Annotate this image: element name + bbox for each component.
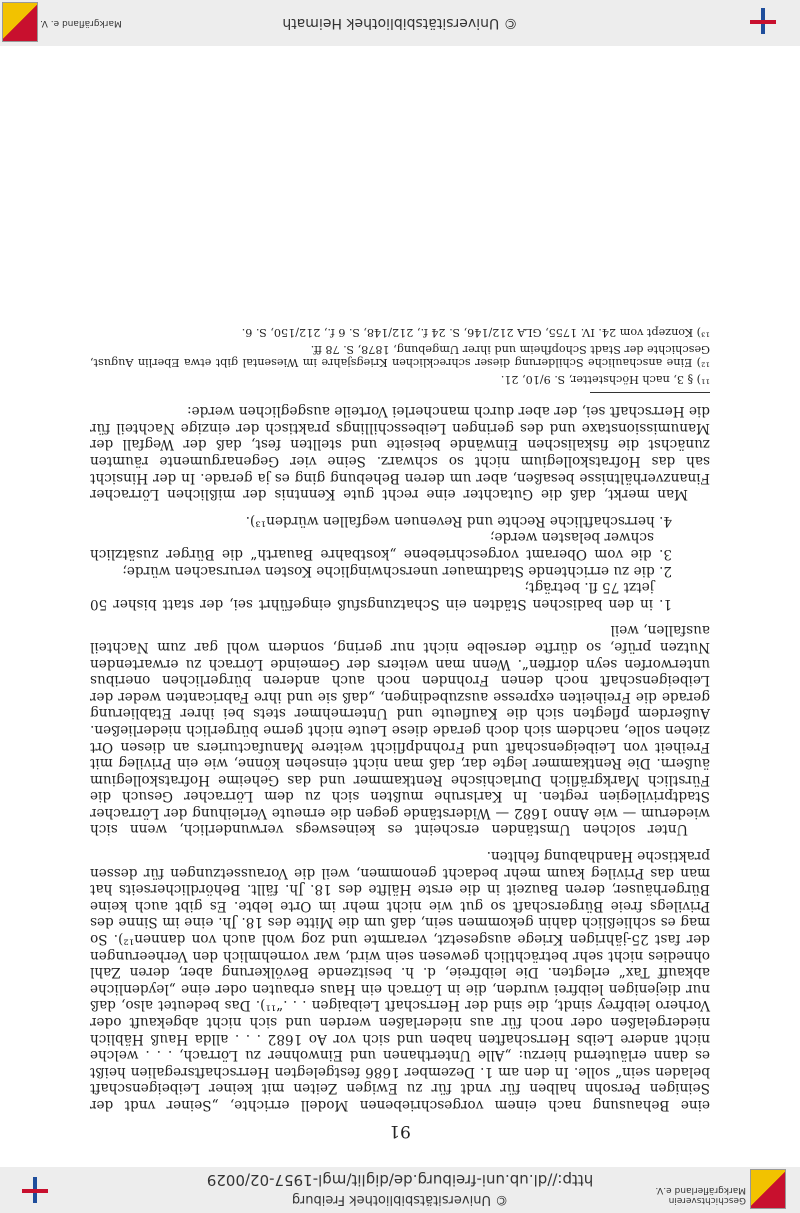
society-crest-icon [2,2,38,42]
header-bar [0,1167,800,1213]
footer-copyright: © Universitätsbibliothek Heimath [282,15,518,31]
list-item: 2. die zu errichtende Stadtmauer unerschwingliche Kosten verursachen würde; [122,562,672,579]
argument-list [90,512,710,612]
footer-bar [0,0,800,46]
footnote: ¹¹) § 3, nach Höchstetter, S. 9/10, 21. [500,372,710,386]
list-item: 1. in den badischen Städten ein Schatzungsfuß eingeführt sei, der statt bisher 50 jetzt 75 fl. beträgt; [90,579,672,612]
page-number: 91 [389,1121,411,1141]
footnote: ¹³) Konzept vom 24. IV. 1755, GLA 212/146, S. 24 f., 212/148, S. 6 f., 212/150, S. 6. [241,326,710,340]
page-body [90,323,710,1113]
paragraph: Man merkt, daß die Gutachter eine recht gute Kenntnis der mißlichen Lörracher Finanzverhältnisse besaßen, aber um deren Behebung ging es ja gerade. In der Hinsicht sah das Hofratskollegium nicht so schwarz. Seine vier Gegenargumente räumten zunächst die fiskalischen Einwände beiseite und stellten fest, daß der Wegfall der Manumissionstaxe und des geringen Leibesschillings praktisch der einzige Nachteil für die Herrschaft sei, der aber durch mancherlei Vorteile ausgeglichen werde: [90,403,710,503]
list-item: 3. die vom Oberamt vorgeschriebene „kostbahre Bauarth“ die Bürger zusätzlich schwer belasten werde; [90,529,672,562]
header-url[interactable]: http://dl.ub.uni-freiburg.de/diglit/mgl-1957-02/0029 [206,1171,594,1189]
footer-society-label: Markgräfland e. V. [40,18,122,28]
library-logo-icon [22,1177,48,1203]
society-label: Geschichtsverein Markgräflerland e.V. [655,1185,746,1205]
list-item: 4. herrschaftliche Rechte und Revenuen wegfallen würden¹³). [245,512,672,529]
paragraph: eine Behausung nach einem vorgeschriebenen Modell errichte, „Seiner vndt der Seinigen Persohn halben für vndt für zu Ewigen Zeiten mit keiner Leibeigenschaft beladen sein“ solle. In den am 1. Dezember 1686 festgelegten Herrschaftsregalien heißt es dann erläuternd hierzu: „Alle Unterthanen und Einwohner zu Lörrach, . . . welche nicht andere Leibs Herrschaften haben und sich vor Ao 1682 . . . allda Hauß Häblich niedergelaßen oder noch für aus niederlaßen werden und sich nicht abgekauft oder Vorhero leibfrey sindt, die sind der Herrschaft Leibaigen . . .“¹¹). Das bedeutet also, daß nur diejenigen leibfrei wurden, die in Lörrach ein Haus erbauten oder eine „leydenliche abkauff Tax“ erlegten. Die leibfreie, d. h. besitzende Bevölkerung aber, deren Zahl ohnedies nicht sehr beträchtlich gewesen sein wird, war vornehmlich den Verheerungen der fast 25-jährigen Kriege ausgesetzt, verarmte und zog wohl auch von dannen¹²). So mag es schließlich dahin gekommen sein, daß um die Mitte des 18. Jh. eine im Sinne des Privilegs freie Bürgerschaft so gut wie nicht mehr im Orte lebte. Es gibt auch keine Bürgerhäuser, deren Bauzeit in die erste Hälfte des 18. Jh. fällt. Behördlicherseits hat man das Privileg kaum mehr bedacht genommen, weil die Voraussetzungen für dessen praktische Handhabung fehlten. [90,848,710,1113]
footnote: ¹²) Eine anschauliche Schilderung dieser schrecklichen Kriegsjahre im Wiesental gibt etwa Eberlin August, Geschichte der Stadt Schopfheim und ihrer Umgebung, 1878, S. 78 ff. [90,342,710,370]
header-copyright: © Universitätsbibliothek Freiburg [291,1192,509,1207]
paragraph: Unter solchen Umständen erscheint es keineswegs verwunderlich, wenn sich wiederum — wie Anno 1682 — Widerstände gegen die erneute Verleihung der Lörracher Stadtprivilegien regten. In Karlsruhe mußten sich zu dem Lörracher Gesuch die Fürstlich Markgräflich Durlachische Rentkammer und das Geheime Hofratskollegium äußern. Die Rentkammer legte dar, daß man nicht einsehen könne, wie ein Privileg mit Freiheit von Leibeigenschaft und Frohndpflicht weitere Manufacturiers an diesen Ort ziehen solle, nachdem sich doch gerade diese Leute nicht gerne bürgerlich niederließen. Außerdem pflegten sich die Kaufleute und Unternehmer stets bei ihrer Etablierung gerade die Freiheiten expresse auszubedingen, „daß sie und ihre Fabricanten weder der Leibeigenschaft noch denen Frohnden noch auch anderen bürgerlichen oneribus unterworfen seyn dörffen“. Wenn man weiters der Gemeinde Lörrach zu erwartenden Nutzen prüfe, so dürfte derselbe nicht nur gering, sondern wohl gar zum Nachteil ausfallen, weil [90,622,710,838]
footnote-divider [590,392,710,393]
